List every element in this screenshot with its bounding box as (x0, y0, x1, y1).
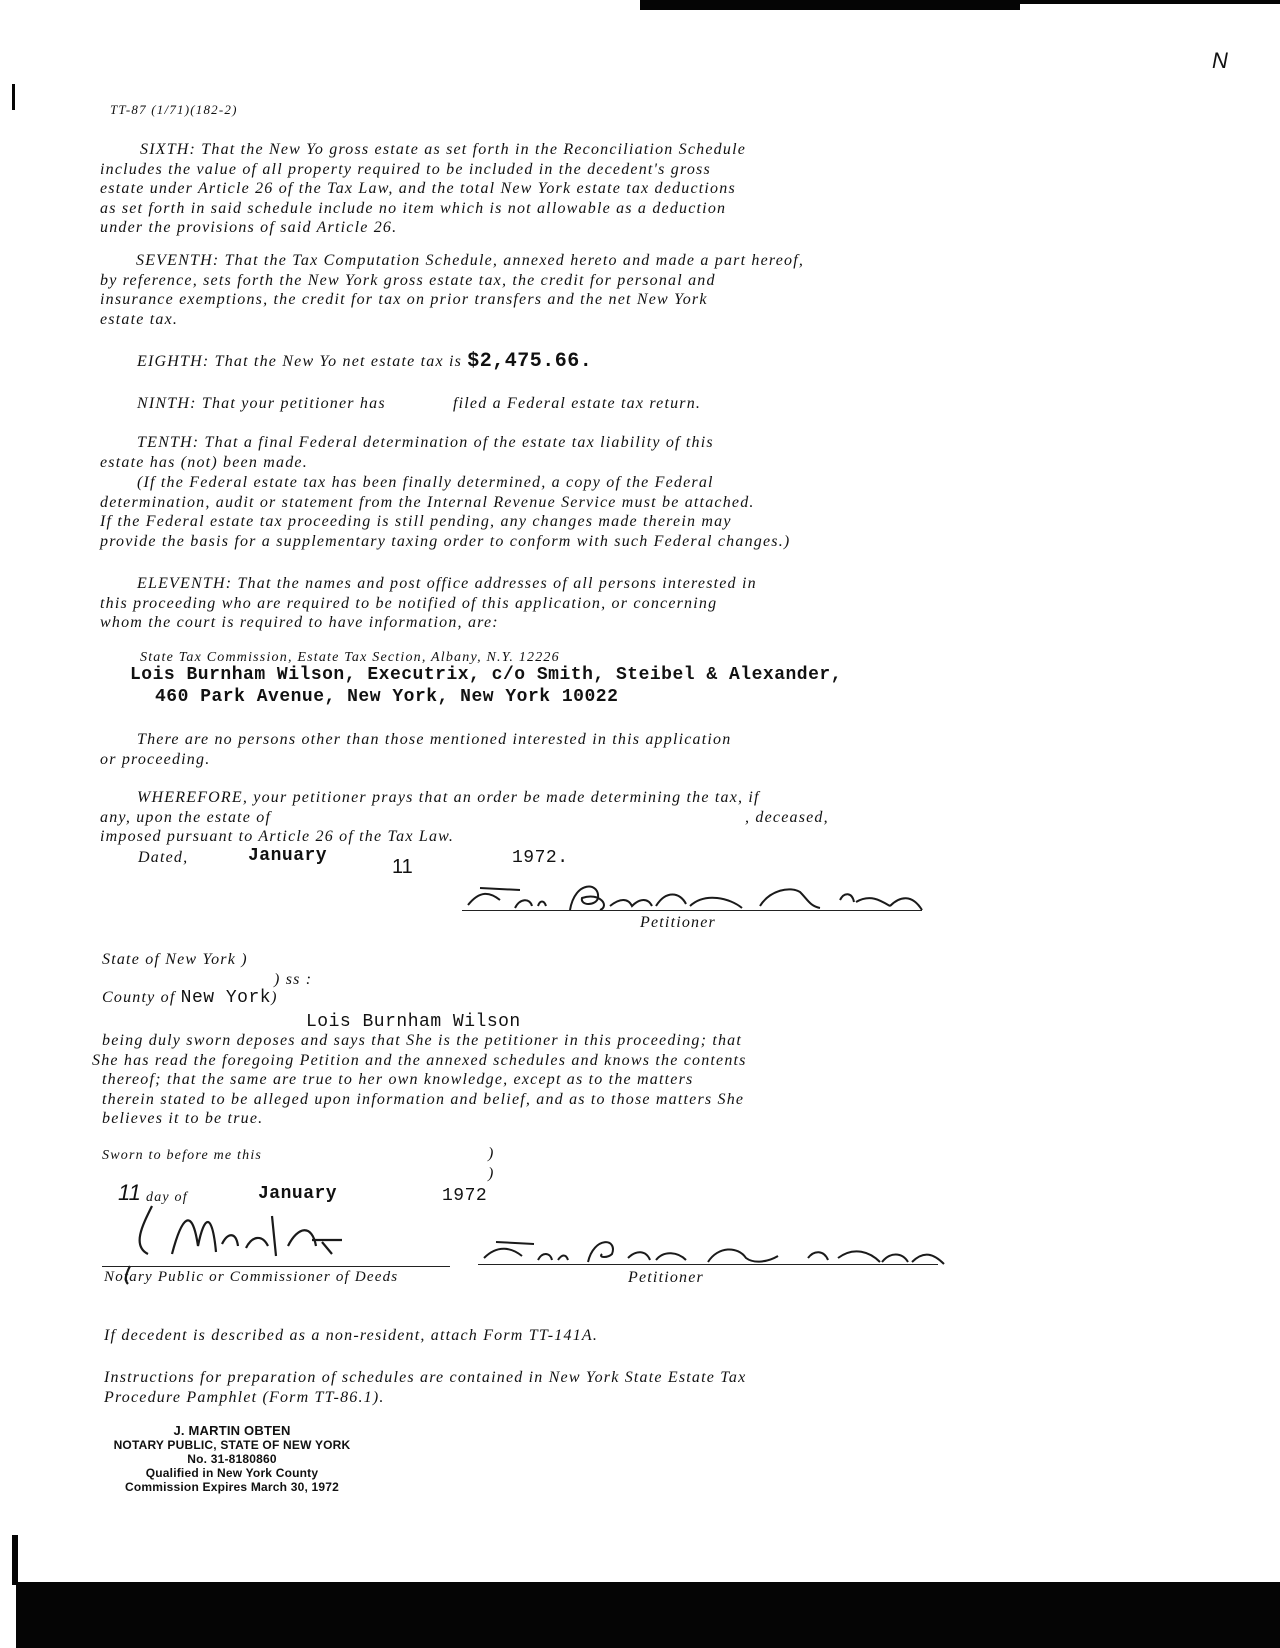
seventh-line: estate tax. (100, 310, 179, 328)
notary-stamp-name: J. MARTIN OBTEN (173, 1423, 291, 1438)
seventh-line: insurance exemptions, the credit for tax on prior transfers and the net New York (100, 291, 708, 308)
venue-county-suffix: ) (271, 989, 278, 1006)
ninth-paragraph (137, 394, 701, 414)
scan-bottom-bar (16, 1582, 1280, 1648)
tenth-note-line: If the Federal estate tax proceeding is still pending, any changes made therein may (100, 513, 732, 530)
wherefore-line: imposed pursuant to Article 26 of the Tax Law. (100, 828, 455, 845)
sworn-year: 1972 (442, 1186, 488, 1206)
sixth-line: SIXTH: That the New Yo gross estate as set forth in the Reconciliation Schedule (140, 141, 747, 158)
seventh-paragraph (100, 251, 804, 329)
eleventh-line: this proceeding who are required to be notified of this application, or concerning (100, 594, 718, 612)
notary-signature (112, 1196, 352, 1276)
eighth-text: EIGHTH: That the New Yo net estate tax is (137, 353, 468, 370)
state-tax-commission-line: State Tax Commission, Estate Tax Section, Albany, N.Y. 12226 (140, 650, 560, 665)
notary-stamp-line: Qualified in New York County (145, 1466, 319, 1480)
venue-ss: ) ss : (274, 971, 313, 988)
tenth-line: TENTH: That a final Federal determination of the estate tax liability of this (137, 434, 714, 451)
sixth-line: as set forth in said schedule include no item which is not allowable as a deduction (100, 199, 727, 217)
eleventh-line: ELEVENTH: That the names and post office addresses of all persons interested in (137, 575, 757, 592)
tenth-note-line: provide the basis for a supplementary taxing order to conform with such Federal changes.) (100, 532, 791, 550)
ninth-tail: filed a Federal estate tax return. (452, 395, 702, 412)
notary-label: Notary Public or Commissioner of Deeds (104, 1269, 399, 1285)
notary-stamp (112, 1424, 352, 1494)
tenth-note-line: determination, audit or statement from the Internal Revenue Service must be attached. (100, 493, 755, 511)
interested-person-line: 460 Park Avenue, New York, New York 10022 (155, 687, 619, 707)
dated-year: 1972. (512, 848, 569, 868)
petitioner-signature-2 (478, 1228, 948, 1272)
sixth-line: includes the value of all property required to be included in the decedent's gross (100, 160, 711, 178)
petitioner-signature-line (462, 910, 922, 911)
interested-person-line: Lois Burnham Wilson, Executrix, c/o Smith, Steibel & Alexander, (130, 665, 843, 685)
scan-top-edge (1010, 0, 1280, 4)
seventh-line: by reference, sets forth the New York gross estate tax, the credit for personal and (100, 271, 716, 289)
seventh-line: SEVENTH: That the Tax Computation Schedule, annexed hereto and made a part hereof, (136, 252, 805, 269)
wherefore-estate-line (100, 808, 829, 828)
petitioner-label: Petitioner (640, 914, 716, 931)
non-resident-note: If decedent is described as a non-resident, attach Form TT-141A. (104, 1327, 599, 1344)
scan-left-mark (12, 1535, 18, 1585)
notary-signature-line (102, 1266, 450, 1267)
notary-stamp-line: NOTARY PUBLIC, STATE OF NEW YORK (113, 1438, 351, 1452)
sixth-paragraph (100, 140, 746, 238)
sixth-line: estate under Article 26 of the Tax Law, and the total New York estate tax deductions (100, 180, 736, 197)
oath-line: believes it to be true. (102, 1110, 264, 1127)
oath-line: being duly sworn deposes and says that She is the petitioner in this proceeding; that (102, 1032, 743, 1049)
sworn-day: 11 (118, 1180, 141, 1205)
sworn-day-of: day of (146, 1190, 188, 1205)
notary-stamp-line: No. 31-8180860 (187, 1452, 277, 1466)
eighth-paragraph (137, 352, 592, 372)
petitioner-label-2: Petitioner (628, 1269, 704, 1286)
no-others-line: There are no persons other than those mentioned interested in this application (137, 731, 732, 748)
venue-county (102, 988, 278, 1008)
sworn-paren-1: ) (488, 1145, 495, 1162)
instructions-line: Instructions for preparation of schedules are contained in New York State Estate Tax (104, 1369, 747, 1386)
scan-left-tick (12, 84, 15, 110)
sworn-line: Sworn to before me this (102, 1148, 263, 1163)
tenth-line: estate has (not) been made. (100, 453, 308, 471)
oath-paragraph (92, 1031, 747, 1129)
oath-line: She has read the foregoing Petition and the annexed schedules and knows the contents (92, 1051, 747, 1069)
sixth-line: under the provisions of said Article 26. (100, 219, 398, 236)
form-number: TT-87 (1/71)(182-2) (110, 102, 238, 117)
scan-top-smudge (640, 0, 1020, 10)
corner-mark: N (1212, 48, 1228, 73)
eleventh-paragraph (100, 574, 757, 633)
instructions-note (104, 1368, 746, 1407)
notary-stamp-line: Commission Expires March 30, 1972 (124, 1480, 340, 1494)
eleventh-line: whom the court is required to have information, are: (100, 614, 499, 631)
wherefore-line: any, upon the estate of (100, 808, 272, 826)
no-others-line: or proceeding. (100, 750, 211, 768)
affiant-name: Lois Burnham Wilson (306, 1012, 521, 1032)
tenth-note-line: (If the Federal estate tax has been finally determined, a copy of the Federal (137, 474, 714, 491)
venue-county-prefix: County of (102, 989, 181, 1006)
net-estate-tax-amount: $2,475.66. (467, 350, 593, 373)
wherefore-paragraph (100, 788, 829, 847)
dated-month: January (248, 846, 328, 866)
oath-line: thereof; that the same are true to her own knowledge, except as to the matters (102, 1071, 694, 1088)
ninth-lead: NINTH: That your petitioner has (137, 395, 386, 412)
no-others-paragraph (100, 730, 731, 769)
interested-persons (130, 664, 842, 708)
petitioner-signature-line-2 (478, 1264, 938, 1265)
dated-label: Dated, (138, 849, 189, 866)
venue-county-name: New York (180, 988, 272, 1008)
sworn-paren-2: ) (488, 1165, 495, 1182)
instructions-line: Procedure Pamphlet (Form TT-86.1). (104, 1388, 385, 1406)
oath-line: therein stated to be alleged upon information and belief, and as to those matters She (102, 1090, 745, 1108)
sworn-month: January (258, 1184, 338, 1204)
venue-state: State of New York ) (102, 951, 248, 968)
tenth-paragraph (100, 433, 714, 472)
tenth-note (100, 473, 790, 551)
dated-day: 11 (392, 856, 413, 878)
deceased-label: , deceased, (745, 808, 829, 826)
wherefore-line: WHEREFORE, your petitioner prays that an order be made determining the tax, if (137, 789, 760, 806)
